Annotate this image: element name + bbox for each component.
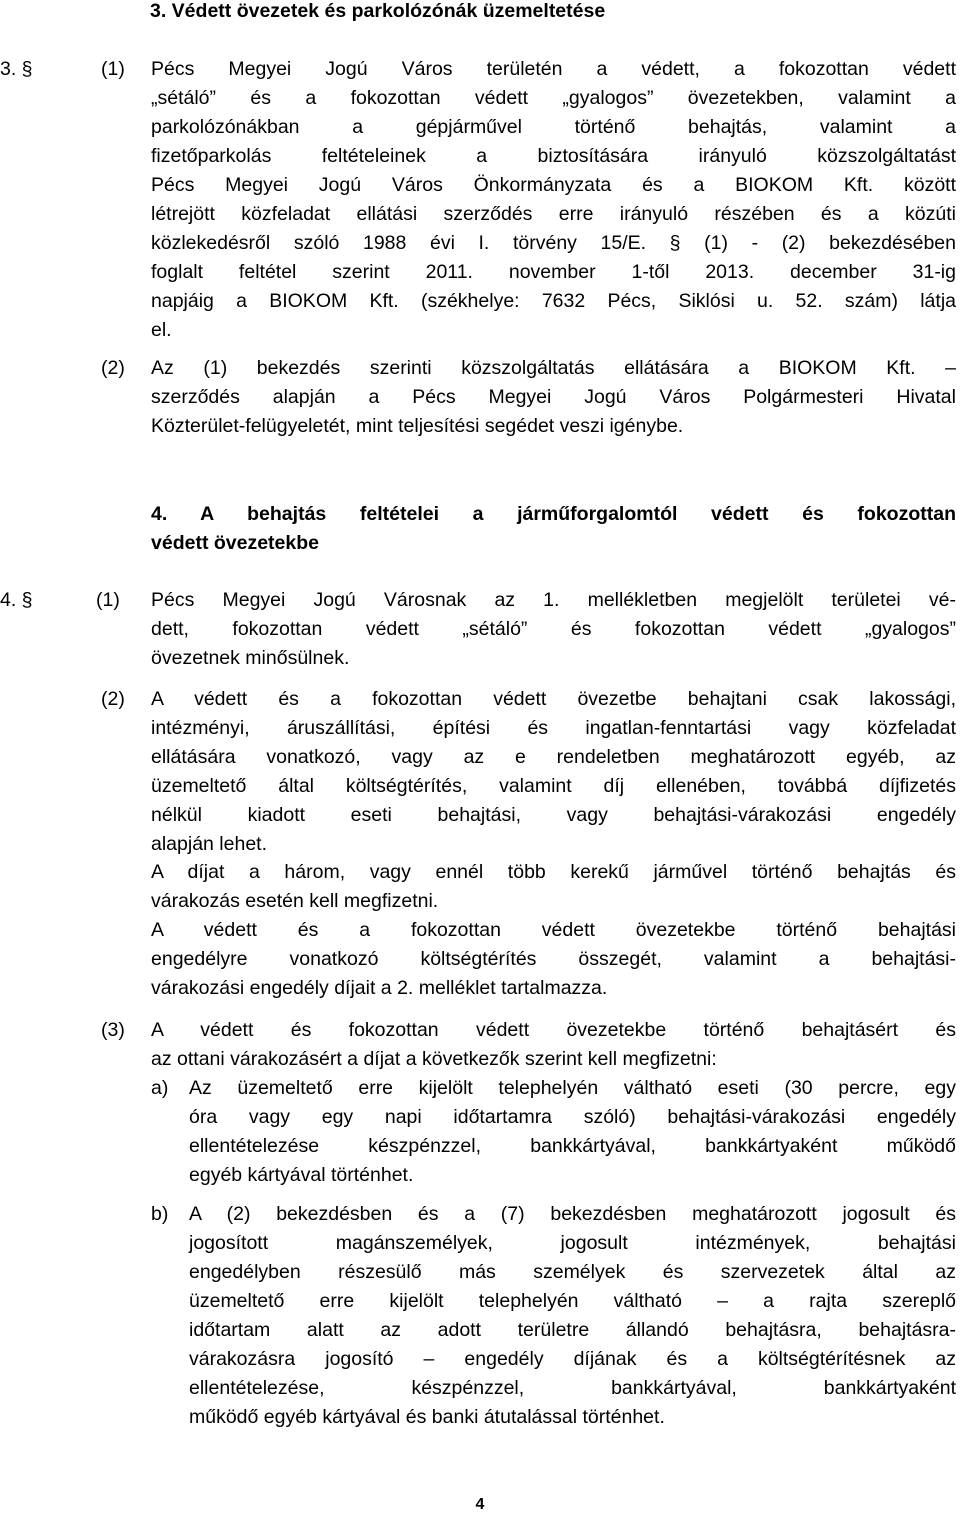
s3p1-line: Pécs Megyei Jogú Város Önkormányzata és a BIOKOM Kft. között: [151, 174, 956, 196]
s3p1-line: napjáig a BIOKOM Kft. (székhelye: 7632 Pécs, Siklósi u. 52. szám) látja: [151, 290, 956, 312]
section-4-paragraph-2-annex: [151, 916, 956, 1003]
s4p1-line: dett, fokozottan védett „sétáló” és fokozottan védett „gyalogos”: [151, 618, 956, 640]
s4b-line: ellentételezése, készpénzzel, bankkártyával, bankkártyaként: [189, 1377, 956, 1399]
section-4-paragraph-2: [151, 685, 956, 859]
section-3-paragraph-number: [0, 55, 150, 84]
s4a-line: Az üzemeltető erre kijelölt telephelyén váltható eseti (30 percre, egy: [189, 1077, 956, 1099]
s4b-line: várakozásra jogosító – engedély díjának és a költségtérítésnek az: [189, 1348, 956, 1370]
s3p1-line: létrejött közfeladat ellátási szerződés erre irányuló részében és a közúti: [151, 203, 956, 225]
s4p3-line: az ottani várakozásért a díjat a következők szerint kell megfizetni:: [151, 1048, 717, 1070]
section-4-paragraph-1: [151, 586, 956, 673]
s4p2b-line: várakozás esetén kell megfizetni.: [151, 890, 439, 912]
s4b-line: A (2) bekezdésben és a (7) bekezdésben meghatározott jogosult és: [189, 1203, 956, 1225]
s4p1-line: Pécs Megyei Jogú Városnak az 1. mellékletben megjelölt területei vé-: [151, 589, 956, 611]
page-number: 4: [475, 1496, 485, 1513]
s4p3-line: A védett és fokozottan védett övezetekbe történő behajtásért és: [151, 1019, 956, 1041]
s4b-line: működő egyéb kártyával és banki átutalással történhet.: [189, 1406, 665, 1428]
s3p1-line: „sétáló” és a fokozottan védett „gyalogos” övezetekben, valamint a: [151, 87, 956, 109]
s4b-line: időtartam alatt az adott területre állandó behajtásra, behajtásra-: [189, 1319, 956, 1341]
s4p2c-line: engedélyre vonatkozó költségtérítés összegét, valamint a behajtási-: [151, 948, 956, 970]
section-4-p2-label: (2): [101, 688, 125, 710]
s4p1-line: övezetnek minősülnek.: [151, 647, 350, 669]
s4a-line: óra vagy egy napi időtartamra szóló) behajtási-várakozási engedély: [189, 1106, 956, 1128]
section-3-paragraph-1: [151, 55, 956, 345]
section-3-heading: 3. Védett övezetek és parkolózónák üzemeltetése: [150, 0, 606, 22]
section-4-number: 4. §: [0, 589, 33, 611]
s4p2-line: nélkül kiadott eseti behajtási, vagy behajtási-várakozási engedély: [151, 804, 956, 826]
s3p1-line: közlekedésről szóló 1988 évi I. törvény 15/E. § (1) - (2) bekezdésében: [151, 232, 956, 254]
s4a-line: ellentételezése készpénzzel, bankkártyával, bankkártyaként működő: [189, 1135, 956, 1157]
s3p2-line: Az (1) bekezdés szerinti közszolgáltatás ellátására a BIOKOM Kft. –: [151, 357, 956, 379]
s4b-line: engedélyben részesülő más személyek és szervezetek által az: [189, 1261, 956, 1283]
point-a-text: [189, 1074, 956, 1190]
s3p1-line: parkolózónákban a gépjárművel történő behajtás, valamint a: [151, 116, 956, 138]
section-4-paragraph-3: [151, 1016, 956, 1074]
s3p1-line: foglalt feltétel szerint 2011. november 1-től 2013. december 31-ig: [151, 261, 956, 283]
section-4-p3-label: (3): [101, 1019, 125, 1041]
section-3-p2-label: (2): [101, 357, 125, 379]
point-a-label: a): [151, 1077, 169, 1099]
s3p1-line: Pécs Megyei Jogú Város területén a védett, a fokozottan védett: [151, 58, 956, 80]
s3p1-line: el.: [151, 319, 172, 341]
s4p2-line: alapján lehet.: [151, 833, 268, 855]
s4b-line: üzemeltető erre kijelölt telephelyén váltható – a rajta szereplő: [189, 1290, 956, 1312]
s4p2-line: A védett és a fokozottan védett övezetbe behajtani csak lakossági,: [151, 688, 956, 710]
s3p2-line: Közterület-felügyeletét, mint teljesítési segédet veszi igénybe.: [151, 415, 684, 437]
s3p2-line: szerződés alapján a Pécs Megyei Jogú Város Polgármesteri Hivatal: [151, 386, 956, 408]
section-4-heading-line-1: 4. A behajtás feltételei a járműforgalomtól védett és fokozottan: [151, 503, 956, 525]
section-3-p1-label: (1): [101, 58, 125, 80]
s4b-line: jogosított magánszemélyek, jogosult intézmények, behajtási: [189, 1232, 956, 1254]
section-4-p1-label: (1): [96, 589, 120, 611]
point-b-text: [189, 1200, 956, 1432]
s4p2-line: ellátására vonatkozó, vagy az e rendeletben meghatározott egyéb, az: [151, 746, 956, 768]
s3p1-line: fizetőparkolás feltételeinek a biztosítására irányuló közszolgáltatást: [151, 145, 956, 167]
s4a-line: egyéb kártyával történhet.: [189, 1164, 414, 1186]
section-4-paragraph-2-fee: [151, 858, 956, 916]
section-3-paragraph-2: [151, 354, 956, 441]
s4p2c-line: A védett és a fokozottan védett övezetekbe történő behajtási: [151, 919, 956, 941]
s4p2-line: üzemeltető által költségtérítés, valamint díj ellenében, továbbá díjfizetés: [151, 775, 956, 797]
s4p2b-line: A díjat a három, vagy ennél több kerekű járművel történő behajtás és: [151, 861, 956, 883]
section-3-number: 3. §: [0, 58, 33, 80]
point-b-label: b): [151, 1203, 169, 1225]
s4p2-line: intézményi, áruszállítási, építési és ingatlan-fenntartási vagy közfeladat: [151, 717, 956, 739]
s4p2c-line: várakozási engedély díjait a 2. melléklet tartalmazza.: [151, 977, 608, 999]
section-4-heading-line-2: védett övezetekbe: [151, 532, 319, 554]
